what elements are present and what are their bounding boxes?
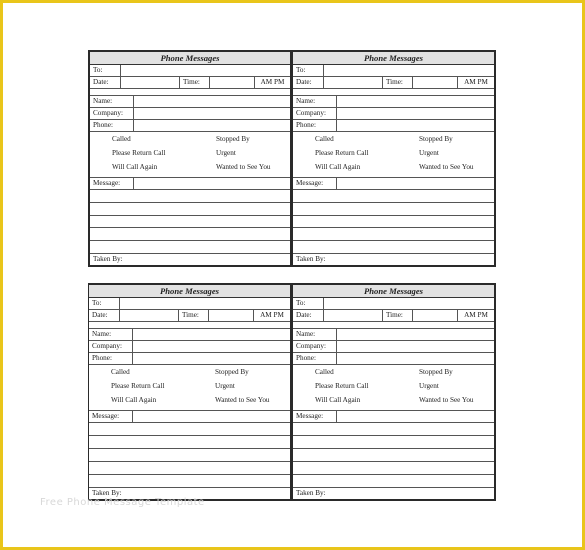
phone-message-card [292, 50, 496, 267]
time-field[interactable] [412, 77, 457, 88]
company-field[interactable] [132, 341, 290, 352]
message-line[interactable] [89, 475, 290, 488]
phone-label: Phone: [296, 121, 316, 129]
called-option[interactable]: Called [315, 135, 334, 143]
message-line[interactable] [90, 228, 290, 241]
company-row [89, 341, 290, 353]
call-status-options [293, 365, 494, 411]
company-field[interactable] [336, 341, 494, 352]
card-title: Phone Messages [293, 52, 494, 65]
name-label: Name: [93, 97, 113, 105]
see-you-option[interactable]: Wanted to See You [419, 163, 474, 171]
time-field[interactable] [412, 310, 457, 321]
call-again-option[interactable]: Will Call Again [112, 163, 158, 171]
see-you-option[interactable]: Wanted to See You [215, 396, 270, 404]
call-status-options [89, 365, 290, 411]
date-label: Date: [296, 78, 312, 86]
called-option[interactable]: Called [111, 368, 130, 376]
message-line[interactable] [90, 216, 290, 229]
urgent-option[interactable]: Urgent [215, 382, 235, 390]
message-line[interactable] [293, 449, 494, 462]
message-card-grid [88, 50, 496, 501]
phone-label: Phone: [93, 121, 113, 129]
called-option[interactable]: Called [112, 135, 131, 143]
stopped-by-option[interactable]: Stopped By [215, 368, 249, 376]
to-field[interactable] [323, 65, 494, 76]
message-line[interactable] [89, 449, 290, 462]
to-row [89, 298, 290, 310]
phone-field[interactable] [132, 353, 290, 364]
call-status-options [293, 132, 494, 178]
see-you-option[interactable]: Wanted to See You [216, 163, 271, 171]
call-again-option[interactable]: Will Call Again [315, 163, 361, 171]
stopped-by-option[interactable]: Stopped By [419, 135, 453, 143]
card-title: Phone Messages [293, 285, 494, 298]
message-line[interactable] [293, 216, 494, 229]
card-title: Phone Messages [89, 285, 290, 298]
date-field[interactable] [120, 77, 179, 88]
return-call-option[interactable]: Please Return Call [315, 149, 369, 157]
to-field[interactable] [323, 298, 494, 309]
date-time-row [293, 77, 494, 89]
company-label: Company: [92, 342, 122, 350]
return-call-option[interactable]: Please Return Call [315, 382, 369, 390]
message-row [90, 178, 290, 190]
message-line[interactable] [89, 423, 290, 436]
company-row [90, 108, 290, 120]
to-label: To: [296, 299, 306, 307]
am-pm-label[interactable]: AM PM [253, 310, 290, 321]
company-label: Company: [296, 109, 326, 117]
call-again-option[interactable]: Will Call Again [111, 396, 157, 404]
taken-by-label: Taken By: [92, 489, 122, 497]
message-line[interactable] [90, 241, 290, 254]
stopped-by-option[interactable]: Stopped By [419, 368, 453, 376]
message-row [293, 411, 494, 423]
company-field[interactable] [336, 108, 494, 119]
date-field[interactable] [323, 310, 382, 321]
taken-by-label: Taken By: [93, 254, 123, 263]
time-field[interactable] [209, 77, 254, 88]
message-line[interactable] [293, 190, 494, 203]
section-divider [90, 89, 290, 96]
message-row [293, 178, 494, 190]
name-row [89, 329, 290, 341]
to-row [293, 65, 494, 77]
to-field[interactable] [119, 298, 290, 309]
stopped-by-option[interactable]: Stopped By [216, 135, 250, 143]
company-label: Company: [296, 342, 326, 350]
name-label: Name: [296, 330, 316, 338]
message-line[interactable] [90, 203, 290, 216]
called-option[interactable]: Called [315, 368, 334, 376]
date-field[interactable] [119, 310, 178, 321]
date-label: Date: [92, 311, 108, 319]
time-label: Time: [382, 77, 412, 88]
call-status-options [90, 132, 290, 178]
message-row [89, 411, 290, 423]
section-divider [293, 322, 494, 329]
message-label: Message: [93, 179, 121, 187]
message-field[interactable] [133, 178, 290, 189]
date-time-row [90, 77, 290, 89]
taken-by-label: Taken By: [296, 489, 326, 497]
urgent-option[interactable]: Urgent [419, 382, 439, 390]
message-sheet [88, 50, 496, 501]
phone-label: Phone: [92, 354, 112, 362]
to-label: To: [93, 66, 103, 74]
phone-row [293, 120, 494, 132]
urgent-option[interactable]: Urgent [216, 149, 236, 157]
message-line[interactable] [293, 203, 494, 216]
to-row [90, 65, 290, 77]
message-line[interactable] [293, 228, 494, 241]
date-time-row [293, 310, 494, 322]
company-field[interactable] [133, 108, 290, 119]
message-line[interactable] [90, 190, 290, 203]
phone-row [89, 353, 290, 365]
name-label: Name: [92, 330, 112, 338]
message-label: Message: [92, 412, 120, 420]
time-label: Time: [178, 310, 208, 321]
name-field[interactable] [133, 96, 290, 107]
name-label: Name: [296, 97, 316, 105]
phone-message-card [88, 50, 292, 267]
name-row [90, 96, 290, 108]
phone-label: Phone: [296, 354, 316, 362]
phone-row [293, 353, 494, 365]
date-label: Date: [296, 311, 312, 319]
section-divider [89, 322, 290, 329]
message-line[interactable] [293, 475, 494, 488]
urgent-option[interactable]: Urgent [419, 149, 439, 157]
message-line[interactable] [293, 423, 494, 436]
time-label: Time: [382, 310, 412, 321]
watermark: Free Phone Message Template [40, 497, 205, 508]
message-line[interactable] [293, 462, 494, 475]
am-pm-label[interactable]: AM PM [457, 310, 494, 321]
to-row [293, 298, 494, 310]
message-field[interactable] [336, 178, 494, 189]
to-label: To: [92, 299, 102, 307]
taken-by-label: Taken By: [296, 254, 326, 263]
card-title: Phone Messages [90, 52, 290, 65]
message-line[interactable] [293, 436, 494, 449]
name-row [293, 329, 494, 341]
return-call-option[interactable]: Please Return Call [111, 382, 165, 390]
phone-message-card [88, 283, 292, 501]
message-label: Message: [296, 412, 324, 420]
date-field[interactable] [323, 77, 382, 88]
name-field[interactable] [132, 329, 290, 340]
phone-message-card [292, 283, 496, 501]
phone-field[interactable] [133, 120, 290, 131]
return-call-option[interactable]: Please Return Call [112, 149, 166, 157]
phone-row [90, 120, 290, 132]
message-line[interactable] [89, 462, 290, 475]
call-again-option[interactable]: Will Call Again [315, 396, 361, 404]
name-field[interactable] [336, 96, 494, 107]
phone-field[interactable] [336, 353, 494, 364]
am-pm-label[interactable]: AM PM [254, 77, 290, 88]
name-row [293, 96, 494, 108]
date-label: Date: [93, 78, 109, 86]
company-row [293, 108, 494, 120]
message-label: Message: [296, 179, 324, 187]
time-label: Time: [179, 77, 209, 88]
message-line[interactable] [89, 436, 290, 449]
name-field[interactable] [336, 329, 494, 340]
company-label: Company: [93, 109, 123, 117]
to-label: To: [296, 66, 306, 74]
see-you-option[interactable]: Wanted to See You [419, 396, 474, 404]
message-field[interactable] [336, 411, 494, 422]
time-field[interactable] [208, 310, 253, 321]
am-pm-label[interactable]: AM PM [457, 77, 494, 88]
date-time-row [89, 310, 290, 322]
to-field[interactable] [120, 65, 290, 76]
company-row [293, 341, 494, 353]
section-divider [293, 89, 494, 96]
phone-field[interactable] [336, 120, 494, 131]
message-line[interactable] [293, 241, 494, 254]
message-field[interactable] [132, 411, 290, 422]
